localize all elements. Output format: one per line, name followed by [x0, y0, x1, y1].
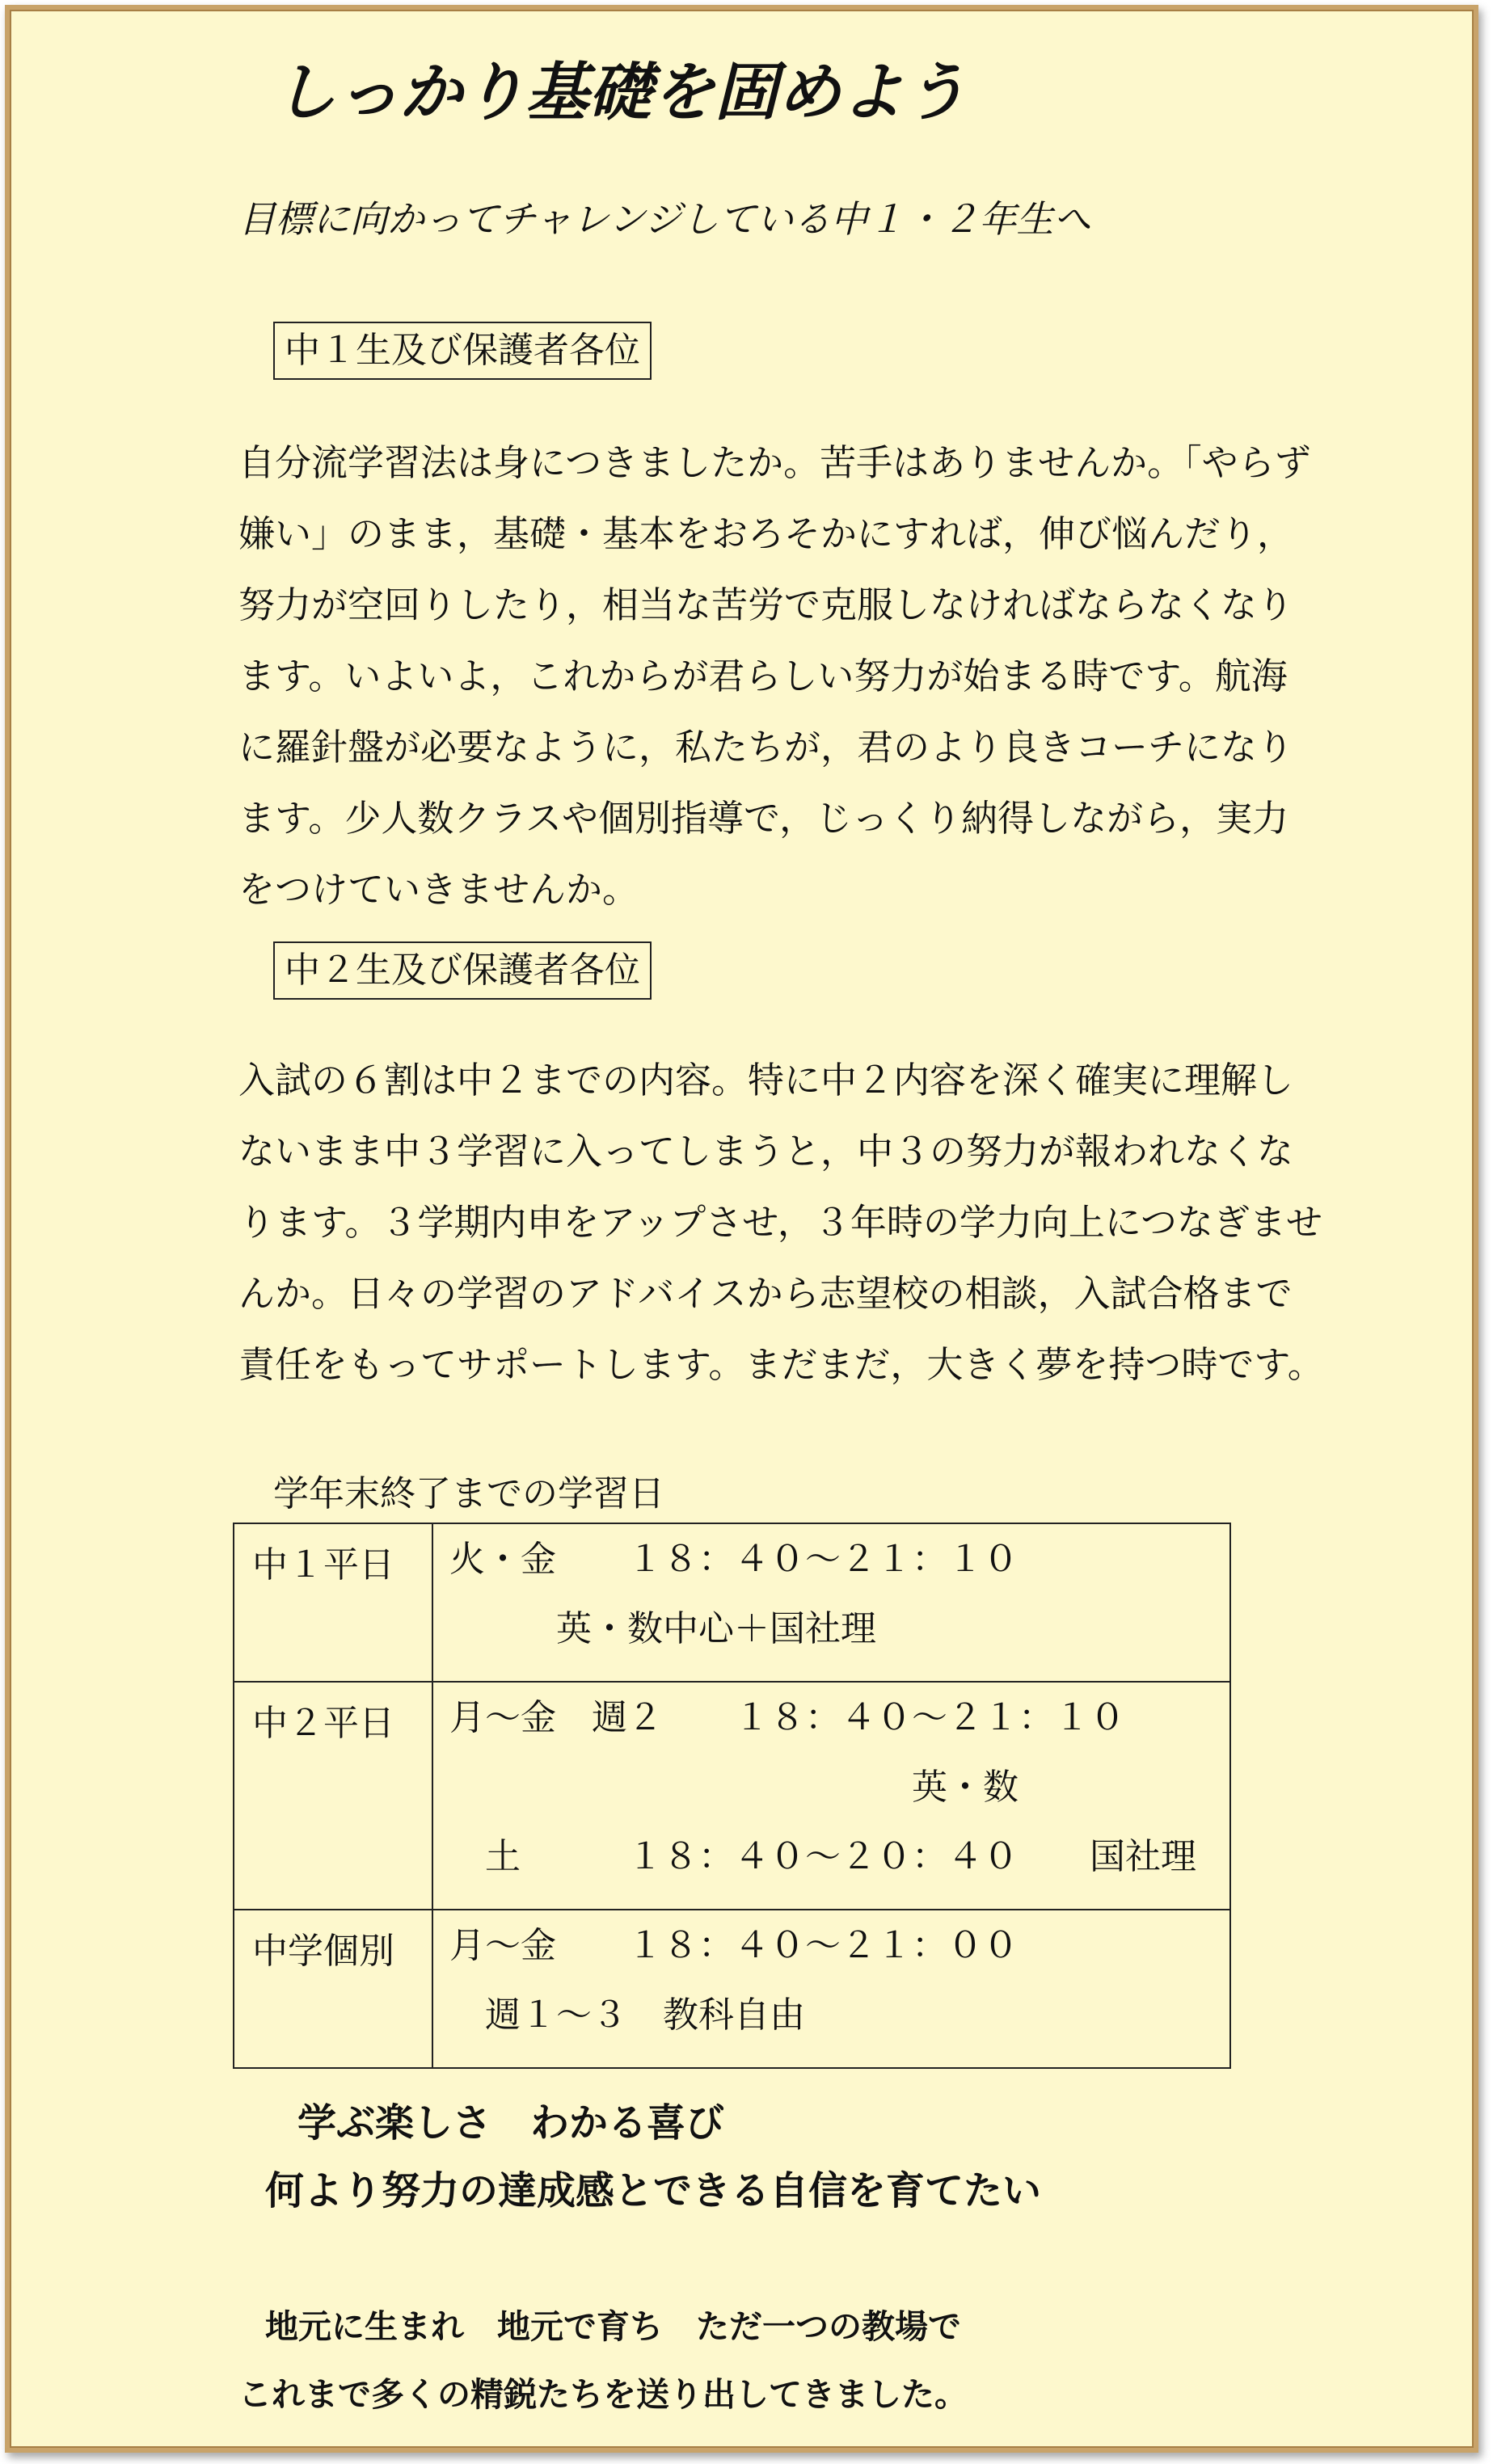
section2-paragraph [238, 1045, 1324, 1400]
table-row [234, 1682, 1230, 1910]
section2-label: 中２生及び保護者各位 [273, 941, 652, 1000]
row-header: 中２平日 [234, 1682, 432, 1910]
row-header: 中１平日 [234, 1523, 432, 1682]
table-row [234, 1910, 1230, 2068]
row-body [432, 1682, 1230, 1910]
row-body [432, 1523, 1230, 1682]
paragraph-line: ます。いよいよ，これからが君らしい努力が始まる時です。航海 [238, 655, 1288, 697]
section1-label: 中１生及び保護者各位 [273, 322, 652, 380]
paragraph-line: 責任をもってサポートします。まだまだ，大きく夢を持つ時です。 [238, 1343, 1324, 1386]
schedule-title: 学年末終了までの学習日 [273, 1473, 664, 1514]
schedule-line: 英・数 [449, 1767, 1019, 1808]
row-body [432, 1910, 1230, 2068]
page-title: しっかり基礎を固めよう [273, 57, 968, 129]
schedule-line: 週１～３ 教科自由 [449, 1994, 805, 2036]
paragraph-line: に羅針盤が必要なように，私たちが，君のより良きコーチになり [238, 726, 1294, 769]
schedule-line: 月～金 １８：４０～２１：００ [449, 1925, 1019, 1966]
paragraph-line: をつけていきませんか。 [238, 868, 639, 911]
paragraph-line: ないまま中３学習に入ってしまうと，中３の努力が報われなくな [238, 1130, 1294, 1173]
schedule-line: 月～金 週２ １８：４０～２１：１０ [449, 1697, 1125, 1738]
schedule-table [233, 1523, 1231, 2069]
schedule-line: 英・数中心＋国社理 [449, 1608, 876, 1649]
paragraph-line: 自分流学習法は身につきましたか。苦手はありませんか。「やらず [238, 441, 1311, 484]
paragraph-line: んか。日々の学習のアドバイスから志望校の相談，入試合格まで [238, 1272, 1293, 1315]
row-header: 中学個別 [234, 1910, 432, 2068]
schedule-line: 火・金 １８：４０～２１：１０ [449, 1539, 1019, 1580]
paragraph-line: ます。少人数クラスや個別指導で，じっくり納得しながら，実力 [238, 797, 1289, 840]
closing-line1: 地元に生まれ 地元で育ち ただ一つの教場で [265, 2307, 961, 2346]
page-subtitle: 目標に向かってチャレンジしている中１・２年生へ [238, 197, 1091, 241]
paragraph-line: ります。３学期内申をアップさせ，３年時の学力向上につなぎませ [238, 1201, 1323, 1244]
closing-line2: これまで多くの精鋭たちを送り出してきました。 [238, 2375, 968, 2414]
schedule-line: 土 １８：４０～２０：４０ 国社理 [449, 1836, 1196, 1877]
table-row [234, 1523, 1230, 1682]
paragraph-line: 努力が空回りしたり，相当な苦労で克服しなければならなくなり [238, 583, 1294, 626]
paragraph-line: 入試の６割は中２までの内容。特に中２内容を深く確実に理解し [238, 1059, 1294, 1101]
paragraph-line: 嫌い」のまま，基礎・基本をおろそかにすれば，伸び悩んだり， [238, 512, 1294, 555]
slogan-line2: 何より努力の達成感とできる自信を育てたい [265, 2168, 1042, 2213]
slogan-line1: 学ぶ楽しさ わかる喜び [297, 2100, 725, 2146]
section1-paragraph [238, 428, 1311, 925]
